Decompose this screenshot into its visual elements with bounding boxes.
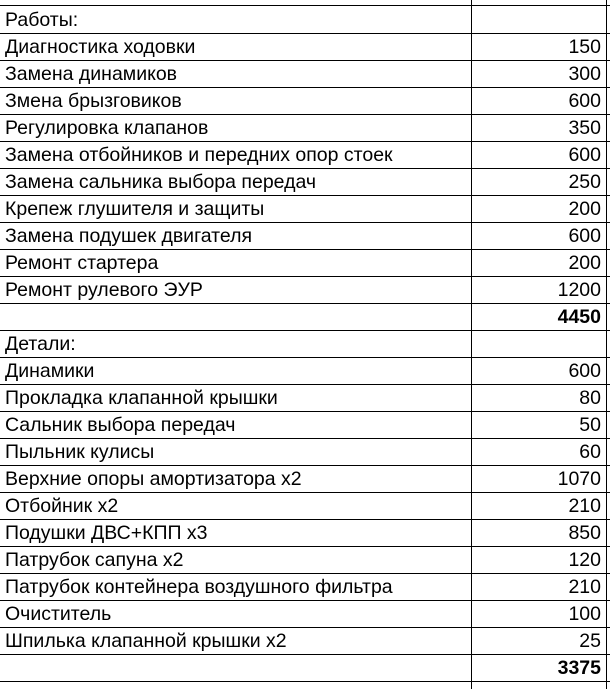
part-price-cell[interactable]: 25	[579, 630, 601, 652]
section-label-works: Работы:	[5, 9, 79, 31]
part-price-cell[interactable]: 120	[568, 549, 601, 571]
part-name-cell[interactable]: Отбойник х2	[5, 495, 119, 517]
work-price-cell[interactable]: 350	[568, 117, 601, 139]
work-price-cell[interactable]: 200	[568, 198, 601, 220]
work-price-cell[interactable]: 600	[568, 90, 601, 112]
column-divider	[606, 0, 607, 689]
work-name-cell[interactable]: Регулировка клапанов	[5, 117, 209, 139]
work-price-cell[interactable]: 150	[568, 36, 601, 58]
part-price-cell[interactable]: 100	[568, 603, 601, 625]
work-name-cell[interactable]: Ремонт стартера	[5, 252, 159, 274]
work-name-cell[interactable]: Замена сальника выбора передач	[5, 171, 317, 193]
work-price-cell[interactable]: 600	[568, 144, 601, 166]
work-price-cell[interactable]: 300	[568, 63, 601, 85]
works-total-cell[interactable]: 4450	[557, 306, 601, 328]
part-name-cell[interactable]: Патрубок контейнера воздушного фильтра	[5, 576, 393, 598]
part-name-cell[interactable]: Пыльник кулисы	[5, 441, 155, 463]
part-name-cell[interactable]: Сальник выбора передач	[5, 414, 236, 436]
part-price-cell[interactable]: 50	[579, 414, 601, 436]
part-price-cell[interactable]: 210	[568, 576, 601, 598]
part-price-cell[interactable]: 850	[568, 522, 601, 544]
work-name-cell[interactable]: Диагностика ходовки	[5, 36, 196, 58]
work-name-cell[interactable]: Змена брызговиков	[5, 90, 182, 112]
part-name-cell[interactable]: Очиститель	[5, 603, 112, 625]
part-name-cell[interactable]: Динамики	[5, 360, 95, 382]
part-name-cell[interactable]: Подушки ДВС+КПП х3	[5, 522, 208, 544]
part-price-cell[interactable]: 80	[579, 387, 601, 409]
row-divider	[0, 5, 610, 6]
part-price-cell[interactable]: 1070	[557, 468, 601, 490]
part-price-cell[interactable]: 600	[568, 360, 601, 382]
work-price-cell[interactable]: 1200	[557, 279, 601, 301]
work-price-cell[interactable]: 600	[568, 225, 601, 247]
work-name-cell[interactable]: Крепеж глушителя и защиты	[5, 198, 265, 220]
work-name-cell[interactable]: Замена отбойников и передних опор стоек	[5, 144, 393, 166]
work-name-cell[interactable]: Замена подушек двигателя	[5, 225, 253, 247]
work-name-cell[interactable]: Замена динамиков	[5, 63, 178, 85]
row-divider	[0, 681, 610, 682]
part-name-cell[interactable]: Шпилька клапанной крышки х2	[5, 630, 287, 652]
part-name-cell[interactable]: Прокладка клапанной крышки	[5, 387, 278, 409]
section-label-parts: Детали:	[5, 333, 76, 355]
part-name-cell[interactable]: Верхние опоры амортизатора х2	[5, 468, 302, 490]
work-price-cell[interactable]: 200	[568, 252, 601, 274]
work-name-cell[interactable]: Ремонт рулевого ЭУР	[5, 279, 203, 301]
part-price-cell[interactable]: 60	[579, 441, 601, 463]
part-price-cell[interactable]: 210	[568, 495, 601, 517]
part-name-cell[interactable]: Патрубок сапуна х2	[5, 549, 184, 571]
parts-total-cell[interactable]: 3375	[557, 657, 601, 679]
work-price-cell[interactable]: 250	[568, 171, 601, 193]
